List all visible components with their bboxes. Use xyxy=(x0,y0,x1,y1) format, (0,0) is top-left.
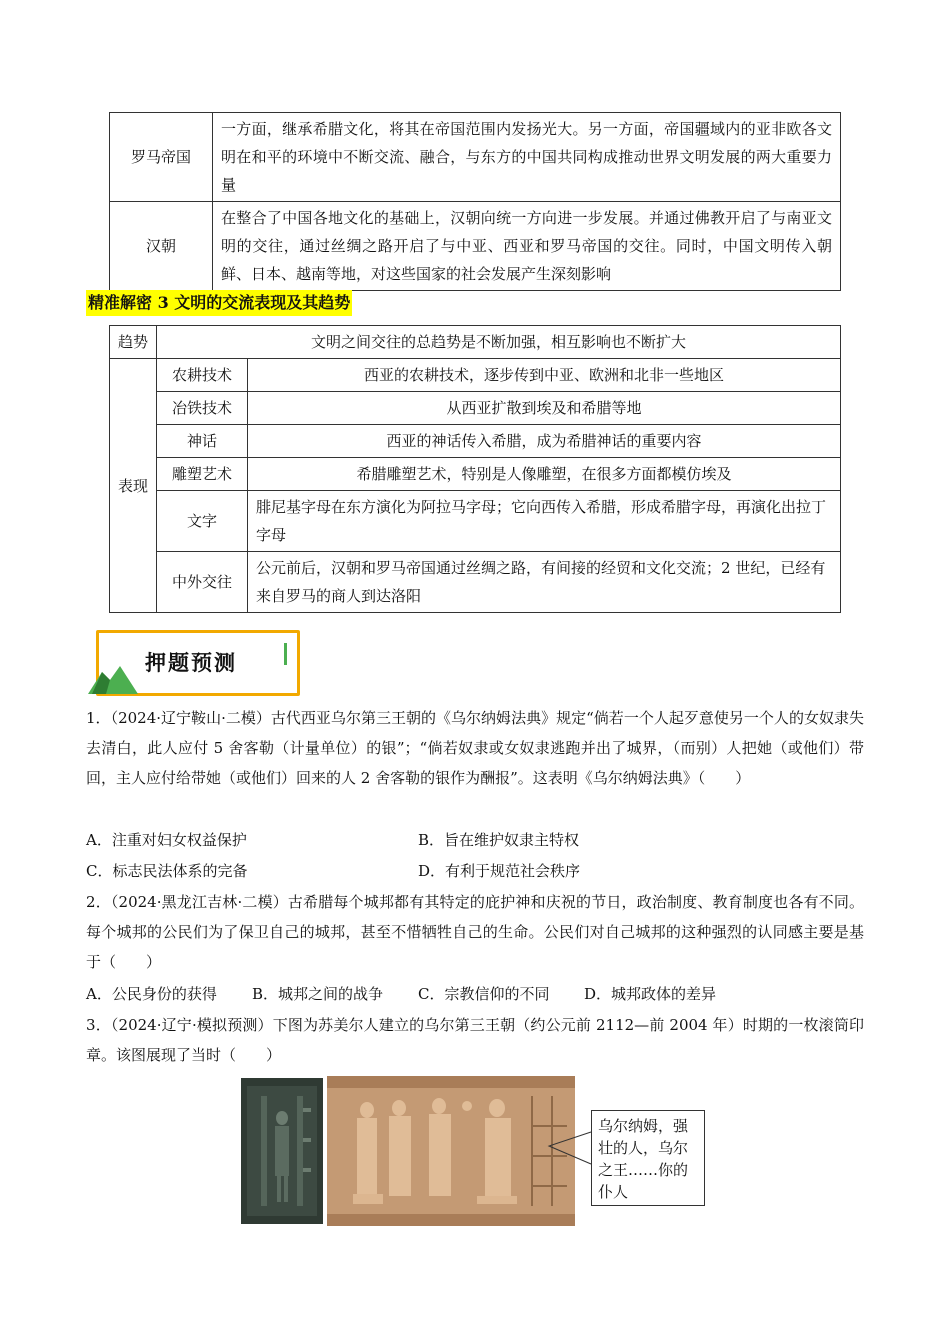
table-row xyxy=(110,491,841,552)
table-row xyxy=(110,202,841,291)
q2-option-b[interactable]: B．城邦之间的战争 xyxy=(252,985,384,1003)
q1-option-a[interactable]: A．注重对妇女权益保护 xyxy=(86,831,247,849)
table-row xyxy=(110,425,841,458)
q2-option-d[interactable]: D．城邦政体的差异 xyxy=(584,985,717,1003)
trend-text: 文明之间交往的总趋势是不断加强，相互影响也不断扩大 xyxy=(157,326,841,359)
q1-option-d[interactable]: D．有利于规范社会秩序 xyxy=(418,862,581,880)
section-heading: 精准解密 3 文明的交流表现及其趋势 xyxy=(86,290,352,316)
item-label: 文字 xyxy=(157,491,248,552)
row-text: 在整合了中国各地文化的基础上，汉朝向统一方向进一步发展。并通过佛教开启了与南亚文明的交往，通过丝绸之路开启了与中亚、西亚和罗马帝国的交往。同时，中国文明传入朝鲜、日本、越南等地，对这些国家的社会发展产生深刻影响 xyxy=(213,202,841,291)
item-text: 西亚的神话传入希腊，成为希腊神话的重要内容 xyxy=(248,425,841,458)
question-2-stem: 2．（2024·黑龙江吉林·二模）古希腊每个城邦都有其特定的庇护神和庆祝的节日，政治制度、教育制度也各有不同。每个城邦的公民们为了保卫自己的城邦，甚至不惜牺牲自己的生命。公民们对自己城邦的这种强烈的认同感主要是基于（ ） xyxy=(86,893,864,971)
table-row xyxy=(110,392,841,425)
hill-icon xyxy=(88,660,138,694)
item-label: 冶铁技术 xyxy=(157,392,248,425)
row-label: 汉朝 xyxy=(110,202,213,291)
table-row xyxy=(110,552,841,613)
manifest-label: 表现 xyxy=(110,359,157,613)
item-text: 公元前后，汉朝和罗马帝国通过丝绸之路，有间接的经贸和文化交流；2 世纪，已经有来自罗马的商人到达洛阳 xyxy=(248,552,841,613)
table-row xyxy=(110,359,841,392)
q1-option-c[interactable]: C．标志民法体系的完备 xyxy=(86,862,248,880)
row-label: 罗马帝国 xyxy=(110,113,213,202)
row-text: 一方面，继承希腊文化，将其在帝国范围内发扬光大。另一方面，帝国疆域内的亚非欧各文明在和平的环境中不断交流、融合，与东方的中国共同构成推动世界文明发展的两大重要力量 xyxy=(213,113,841,202)
seal-impression-image xyxy=(327,1076,575,1226)
cylinder-seal-image xyxy=(241,1078,323,1224)
table-row xyxy=(110,113,841,202)
item-label: 农耕技术 xyxy=(157,359,248,392)
item-text: 希腊雕塑艺术，特别是人像雕塑，在很多方面都模仿埃及 xyxy=(248,458,841,491)
question-1-stem: 1．（2024·辽宁鞍山·二模）古代西亚乌尔第三王朝的《乌尔纳姆法典》规定“倘若一个人起歹意使另一个人的女奴隶失去清白，此人应付 5 舍客勒（计量单位）的银”；“倘若奴隶或女奴隶逃跑并出了城界，（而别）人把她（或他们）带回，主人应付给带她（或他们）回来的人 2 舍客勒的银作为酬报”。这表明《乌尔纳姆法典》（ ） xyxy=(86,709,864,787)
callout-pointer xyxy=(545,1130,593,1170)
civilizations-table xyxy=(109,112,841,291)
item-text: 西亚的农耕技术，逐步传到中亚、欧洲和北非一些地区 xyxy=(248,359,841,392)
q2-option-a[interactable]: A．公民身份的获得 xyxy=(86,985,217,1003)
table-row xyxy=(110,326,841,359)
q1-option-b[interactable]: B．旨在维护奴隶主特权 xyxy=(418,831,580,849)
inscription-callout: 乌尔纳姆，强壮的人，乌尔之王……你的仆人 xyxy=(591,1110,705,1206)
exchange-table xyxy=(109,325,841,613)
banner-accent-bar xyxy=(284,643,287,665)
item-text: 腓尼基字母在东方演化为阿拉马字母；它向西传入希腊，形成希腊字母，再演化出拉丁字母 xyxy=(248,491,841,552)
banner-title: 押题预测 xyxy=(145,651,237,675)
q2-option-c[interactable]: C．宗教信仰的不同 xyxy=(418,985,550,1003)
trend-label: 趋势 xyxy=(110,326,157,359)
table-row xyxy=(110,458,841,491)
item-text: 从西亚扩散到埃及和希腊等地 xyxy=(248,392,841,425)
item-label: 雕塑艺术 xyxy=(157,458,248,491)
question-3-stem: 3．（2024·辽宁·模拟预测）下图为苏美尔人建立的乌尔第三王朝（约公元前 2112—前 2004 年）时期的一枚滚筒印章。该图展现了当时（ ） xyxy=(86,1016,864,1064)
item-label: 中外交往 xyxy=(157,552,248,613)
item-label: 神话 xyxy=(157,425,248,458)
